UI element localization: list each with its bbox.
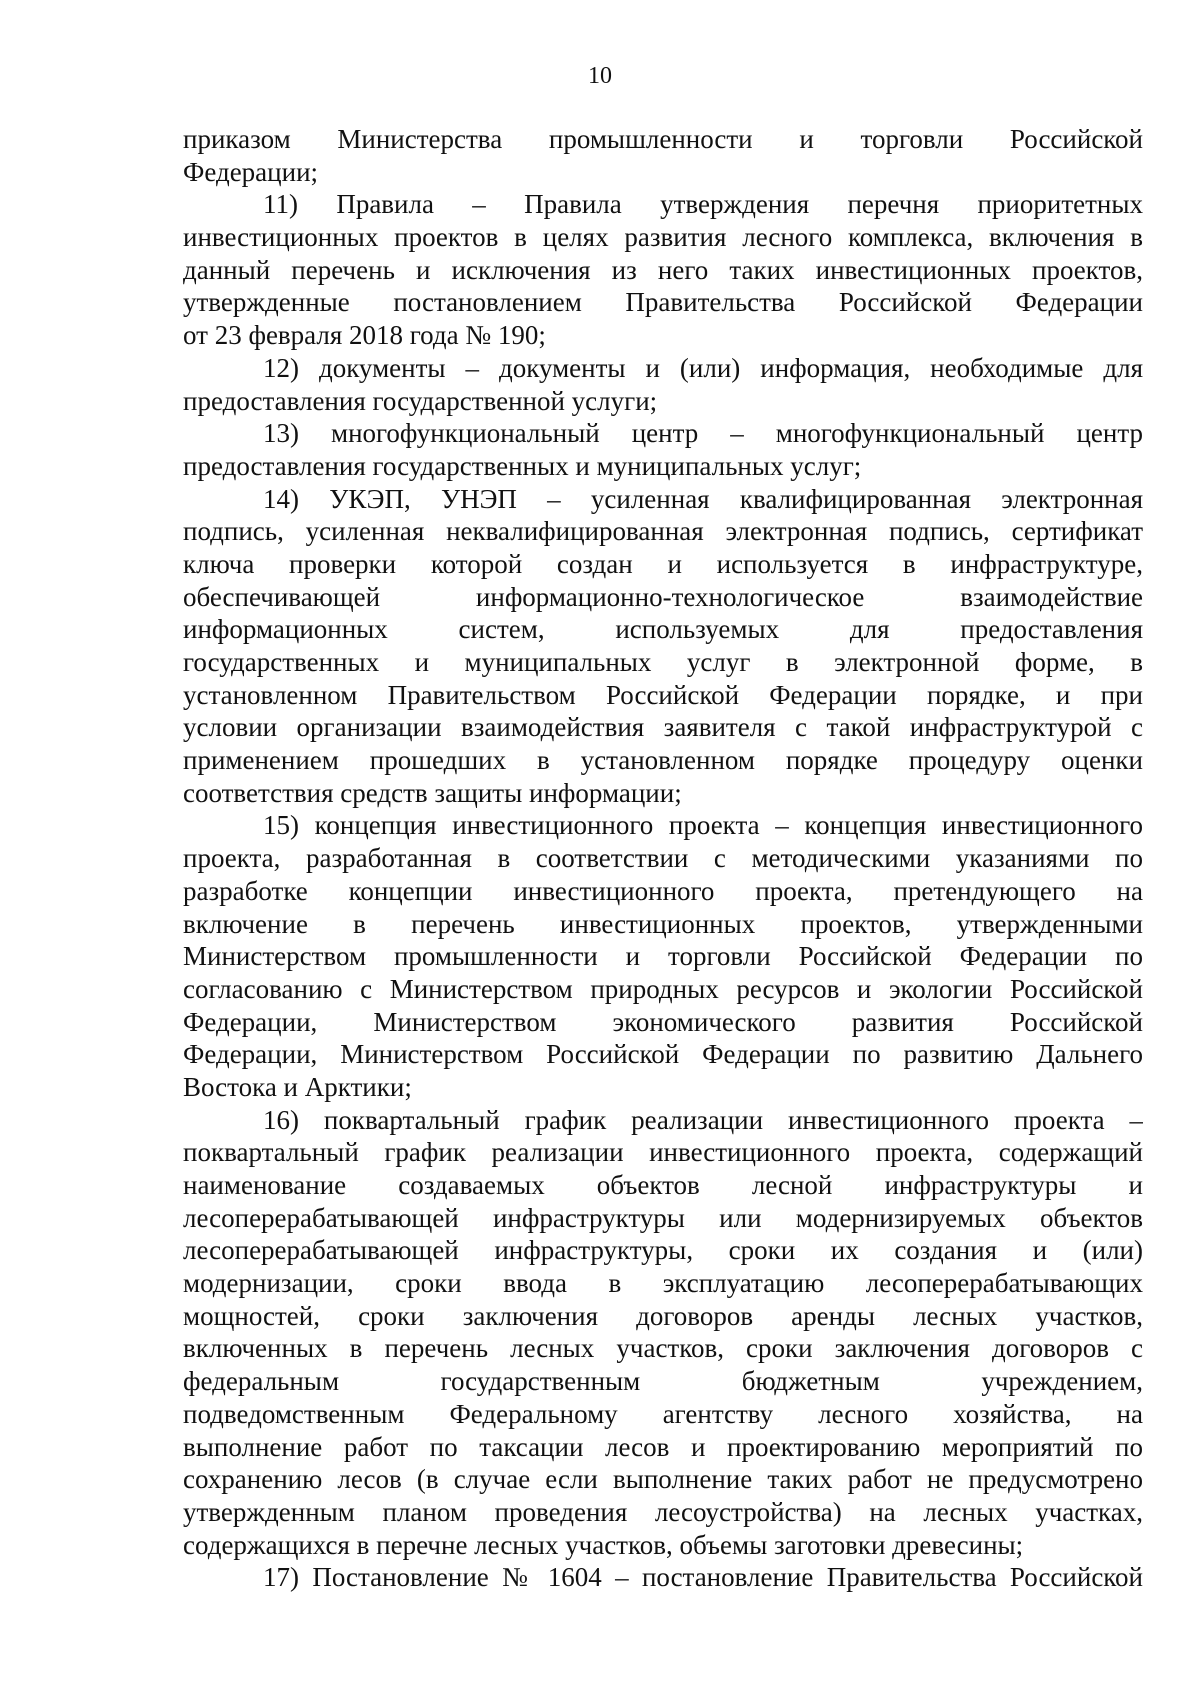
- text-line: от 23 февраля 2018 года № 190;: [183, 320, 546, 351]
- text-line: модернизации, сроки ввода в эксплуатацию лесоперерабатывающих: [183, 1268, 1143, 1299]
- text-line: Федерации;: [183, 156, 319, 187]
- paragraph-intro: [183, 123, 1143, 188]
- text-line: выполнение работ по таксации лесов и проектированию мероприятий по: [183, 1431, 1143, 1462]
- text-line: лесоперерабатывающей инфраструктуры, сроки их создания и (или): [183, 1235, 1143, 1266]
- text-line: проекта, разработанная в соответствии с методическими указаниями по: [183, 843, 1143, 874]
- text-line: Министерством промышленности и торговли Российской Федерации по: [183, 941, 1143, 972]
- text-line: утвержденным планом проведения лесоустройства) на лесных участках,: [183, 1496, 1143, 1527]
- text-line: подведомственным Федеральному агентству лесного хозяйства, на: [183, 1398, 1143, 1429]
- text-line: подпись, усиленная неквалифицированная электронная подпись, сертификат: [183, 516, 1143, 547]
- text-line: Востока и Арктики;: [183, 1071, 412, 1102]
- text-line: включение в перечень инвестиционных проектов, утвержденными: [183, 908, 1143, 939]
- text-line: 13) многофункциональный центр – многофункциональный центр: [263, 418, 1143, 449]
- text-line: Федерации, Министерством экономического развития Российской: [183, 1006, 1143, 1037]
- text-line: применением прошедших в установленном порядке процедуру оценки: [183, 745, 1143, 776]
- text-line: лесоперерабатывающей инфраструктуры или модернизируемых объектов: [183, 1202, 1143, 1233]
- text-line: Федерации, Министерством Российской Федерации по развитию Дальнего: [183, 1039, 1143, 1070]
- text-line: федеральным государственным бюджетным учреждением,: [183, 1366, 1143, 1397]
- text-line: условии организации взаимодействия заявителя с такой инфраструктурой с: [183, 712, 1143, 743]
- text-line: поквартальный график реализации инвестиционного проекта, содержащий: [183, 1137, 1143, 1168]
- text-line: сохранению лесов (в случае если выполнение таких работ не предусмотрено: [183, 1464, 1143, 1495]
- text-line: наименование создаваемых объектов лесной инфраструктуры и: [183, 1170, 1143, 1200]
- text-line: государственных и муниципальных услуг в электронной форме, в: [183, 647, 1143, 677]
- text-line: соответствия средств защиты информации;: [183, 777, 682, 808]
- page-number: 10: [588, 63, 612, 89]
- text-line: инвестиционных проектов в целях развития лесного комплекса, включения в: [183, 222, 1143, 253]
- text-line: включенных в перечень лесных участков, сроки заключения договоров с: [183, 1333, 1143, 1364]
- paragraph-item-15: [183, 809, 1143, 1103]
- text-line: согласованию с Министерством природных ресурсов и экологии Российской: [183, 973, 1143, 1004]
- text-line: 16) поквартальный график реализации инвестиционного проекта –: [263, 1104, 1143, 1135]
- text-line: 14) УКЭП, УНЭП – усиленная квалифицированная электронная: [263, 483, 1143, 514]
- text-line: 12) документы – документы и (или) информация, необходимые для: [263, 352, 1143, 383]
- text-line: данный перечень и исключения из него таких инвестиционных проектов,: [183, 254, 1143, 285]
- text-line: мощностей, сроки заключения договоров аренды лесных участков,: [183, 1300, 1143, 1331]
- paragraph-item-11: [183, 188, 1143, 351]
- text-line: предоставления государственных и муниципальных услуг;: [183, 450, 862, 481]
- document-body: [183, 123, 1143, 1594]
- paragraph-item-16: [183, 1104, 1143, 1562]
- paragraph-item-14: [183, 483, 1143, 810]
- text-line: предоставления государственной услуги;: [183, 385, 658, 416]
- text-line: ключа проверки которой создан и используется в инфраструктуре,: [183, 548, 1143, 579]
- paragraph-item-12: [183, 352, 1143, 417]
- text-line: разработке концепции инвестиционного проекта, претендующего на: [183, 875, 1143, 906]
- text-line: информационных систем, используемых для предоставления: [183, 614, 1143, 645]
- paragraph-item-17: [183, 1561, 1143, 1594]
- text-line: 11) Правила – Правила утверждения перечня приоритетных: [263, 189, 1143, 220]
- paragraph-item-13: [183, 417, 1143, 482]
- text-line: утвержденные постановлением Правительства Российской Федерации: [183, 287, 1143, 318]
- text-line: установленном Правительством Российской Федерации порядке, и при: [183, 679, 1143, 710]
- text-line: приказом Министерства промышленности и торговли Российской: [183, 124, 1143, 154]
- text-line: содержащихся в перечне лесных участков, объемы заготовки древесины;: [183, 1529, 1024, 1560]
- text-line: 15) концепция инвестиционного проекта – концепция инвестиционного: [263, 810, 1143, 841]
- text-line: 17) Постановление № 1604 – постановление Правительства Российской: [263, 1562, 1143, 1593]
- text-line: обеспечивающей информационно-технологическое взаимодействие: [183, 581, 1143, 612]
